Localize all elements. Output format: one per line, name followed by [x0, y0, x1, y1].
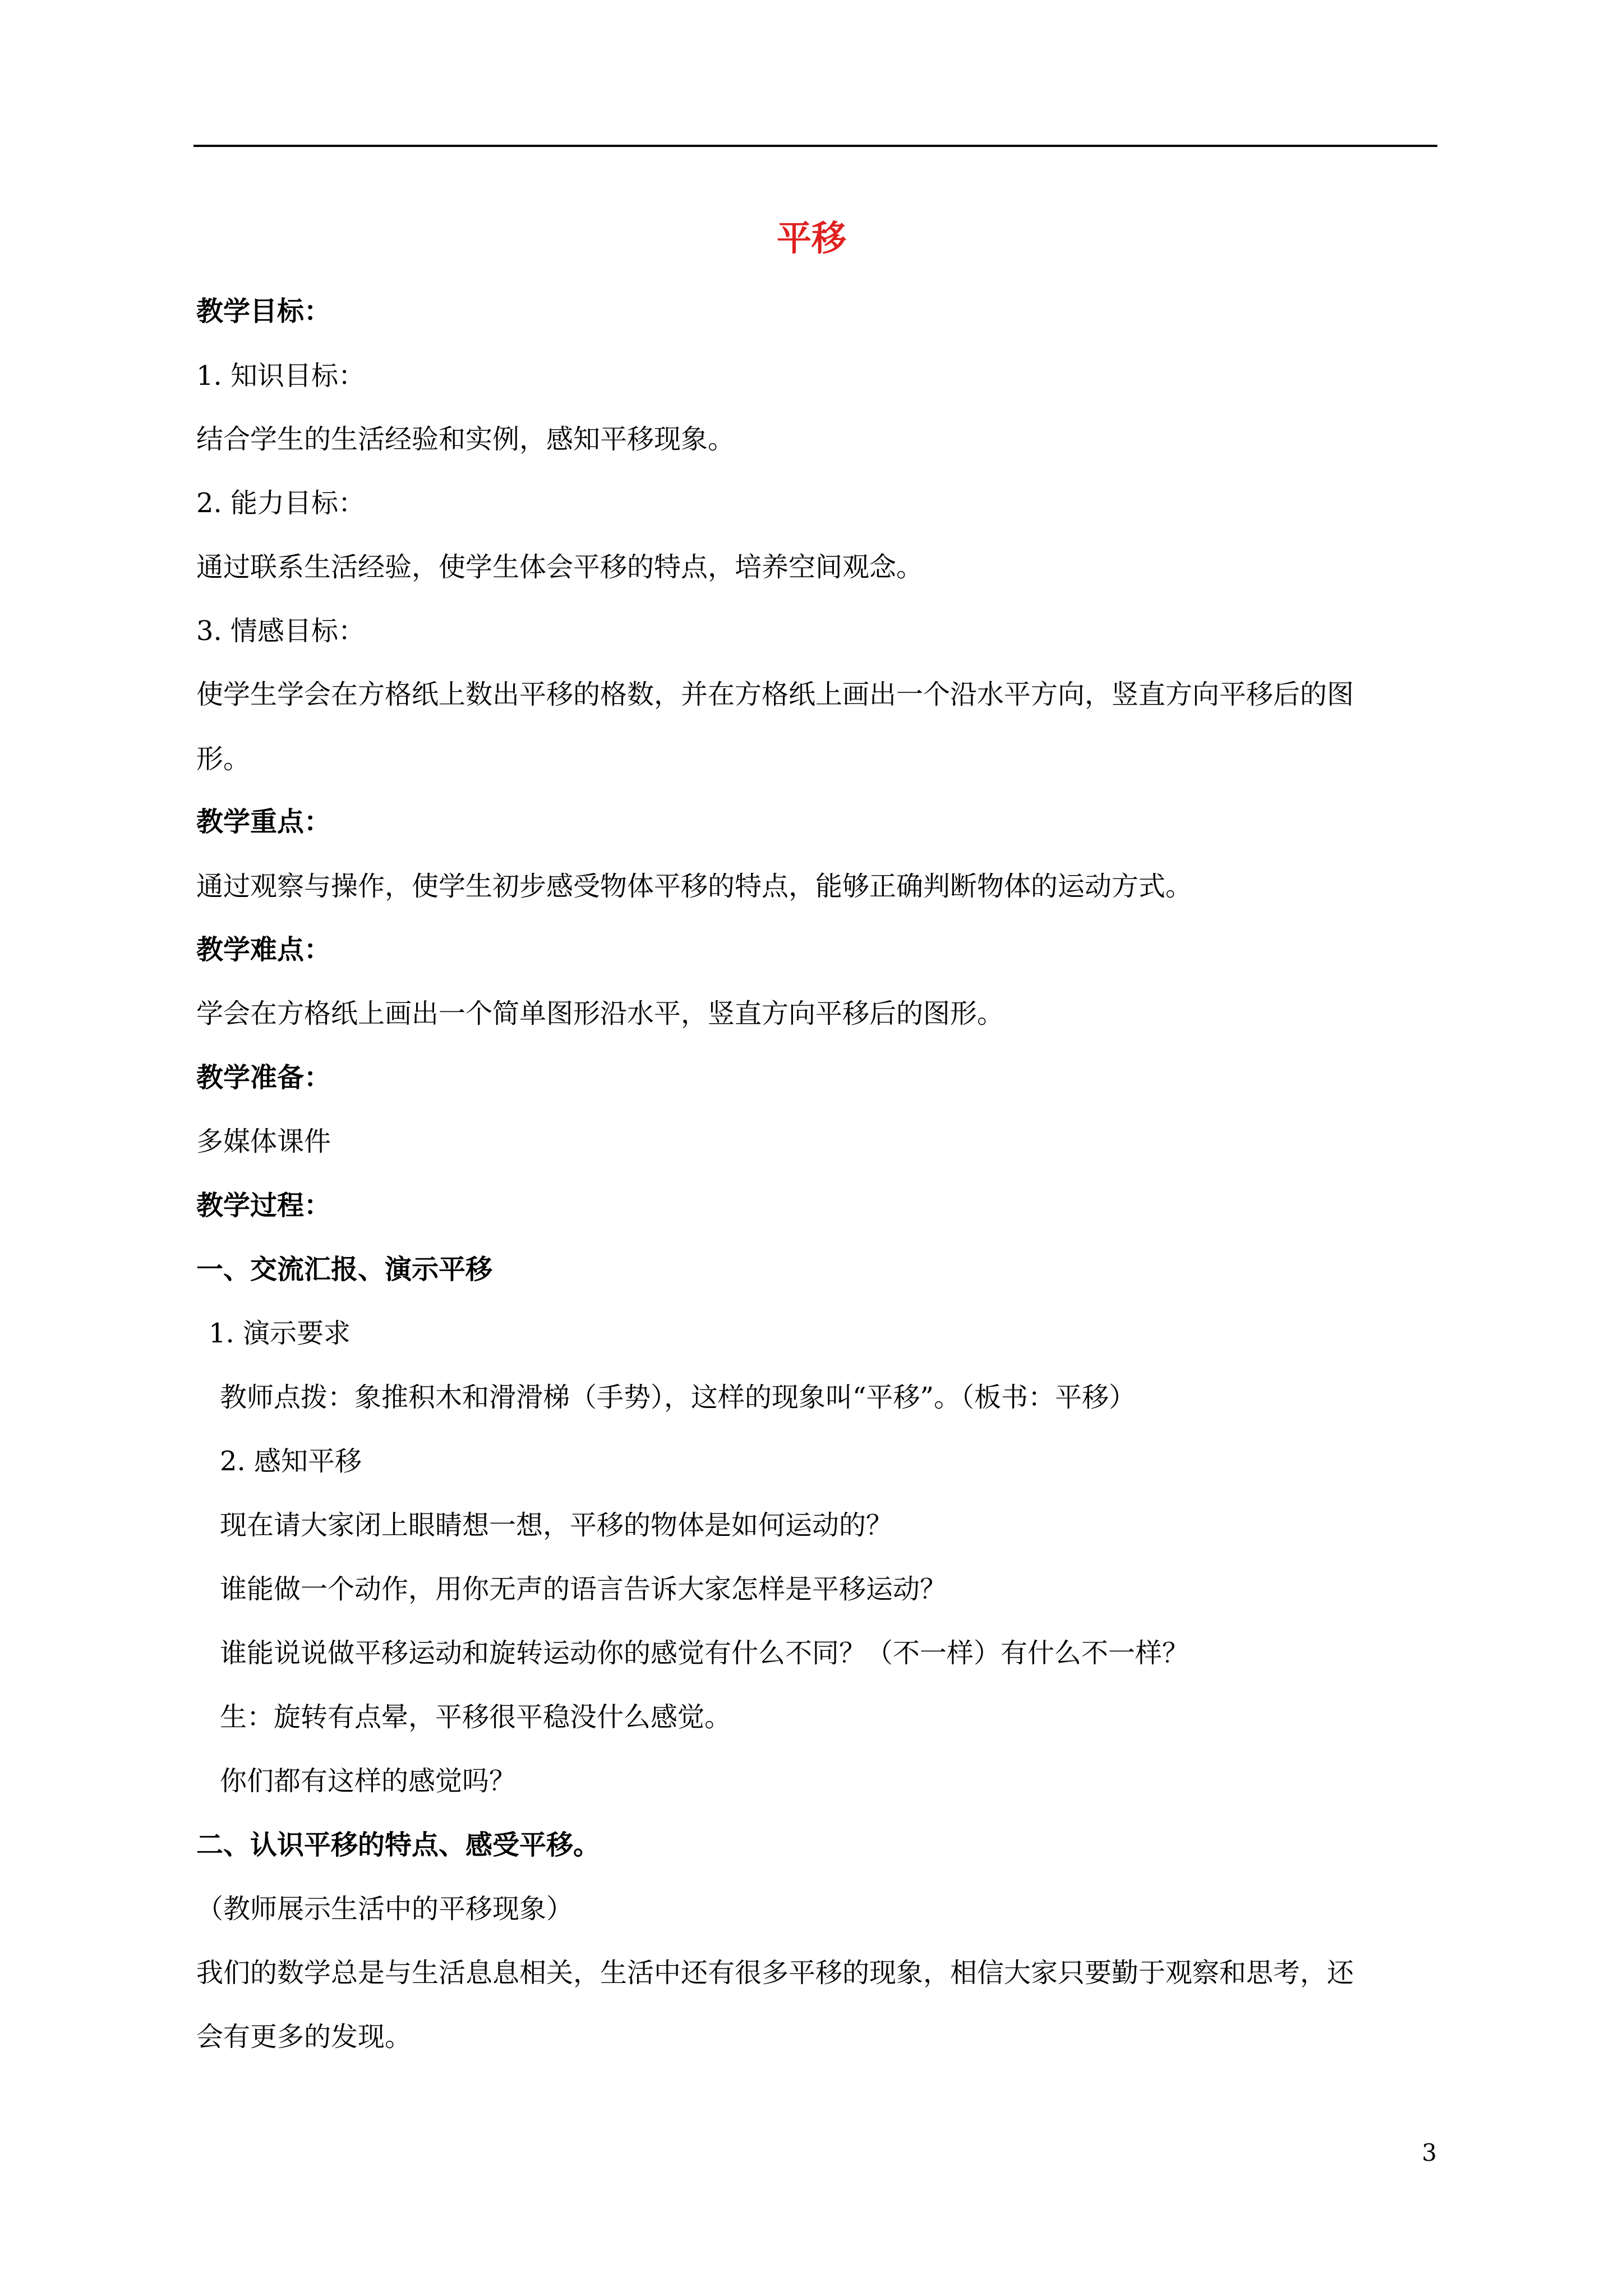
- paragraph: 生：旋转有点晕，平移很平稳没什么感觉。: [220, 1701, 732, 1733]
- paragraph: 通过观察与操作，使学生初步感受物体平移的特点，能够正确判断物体的运动方式。: [196, 871, 1193, 902]
- section-heading-2: 二、认识平移的特点、感受平移。: [196, 1829, 601, 1861]
- heading-difficult-points: 教学难点：: [196, 934, 331, 965]
- list-item-demo-requirements: 1. 演示要求: [209, 1318, 351, 1349]
- heading-key-points: 教学重点：: [196, 806, 331, 838]
- heading-teaching-process: 教学过程：: [196, 1190, 331, 1221]
- list-item-perceive-translation: 2. 感知平移: [220, 1446, 362, 1477]
- paragraph-continued: 形。: [196, 743, 251, 775]
- list-item-knowledge-objective: 1. 知识目标：: [196, 360, 366, 392]
- list-item-emotion-objective: 3. 情感目标：: [196, 615, 366, 647]
- list-item-ability-objective: 2. 能力目标：: [196, 487, 366, 519]
- paragraph: 我们的数学总是与生活息息相关，生活中还有很多平移的现象，相信大家只要勤于观察和思考，还: [196, 1957, 1354, 1989]
- page-number: 3: [1422, 2139, 1437, 2166]
- paragraph-continued: 会有更多的发现。: [196, 2021, 412, 2053]
- paragraph: 谁能说说做平移运动和旋转运动你的感觉有什么不同？（不一样）有什么不一样？: [220, 1637, 1189, 1669]
- paragraph: 谁能做一个动作，用你无声的语言告诉大家怎样是平移运动？: [220, 1573, 947, 1605]
- paragraph: 学会在方格纸上画出一个简单图形沿水平，竖直方向平移后的图形。: [196, 998, 1004, 1029]
- paragraph: 结合学生的生活经验和实例，感知平移现象。: [196, 424, 735, 455]
- paragraph: 现在请大家闭上眼睛想一想，平移的物体是如何运动的？: [220, 1510, 893, 1541]
- heading-preparation: 教学准备：: [196, 1062, 331, 1093]
- paragraph: 使学生学会在方格纸上数出平移的格数，并在方格纸上画出一个沿水平方向，竖直方向平移后的图: [196, 679, 1354, 710]
- section-heading-1: 一、交流汇报、演示平移: [196, 1254, 493, 1285]
- heading-teaching-objectives: 教学目标：: [196, 296, 331, 327]
- page-title: 平移: [776, 218, 846, 259]
- paragraph: 教师点拨：象推积木和滑滑梯（手势），这样的现象叫“平移”。（板书：平移）: [220, 1382, 1136, 1413]
- header-rule: [193, 145, 1437, 147]
- paragraph: 通过联系生活经验，使学生体会平移的特点，培养空间观念。: [196, 551, 924, 583]
- paragraph: 多媒体课件: [196, 1126, 331, 1157]
- paragraph: 你们都有这样的感觉吗？: [220, 1765, 517, 1797]
- paragraph: （教师展示生活中的平移现象）: [196, 1893, 574, 1925]
